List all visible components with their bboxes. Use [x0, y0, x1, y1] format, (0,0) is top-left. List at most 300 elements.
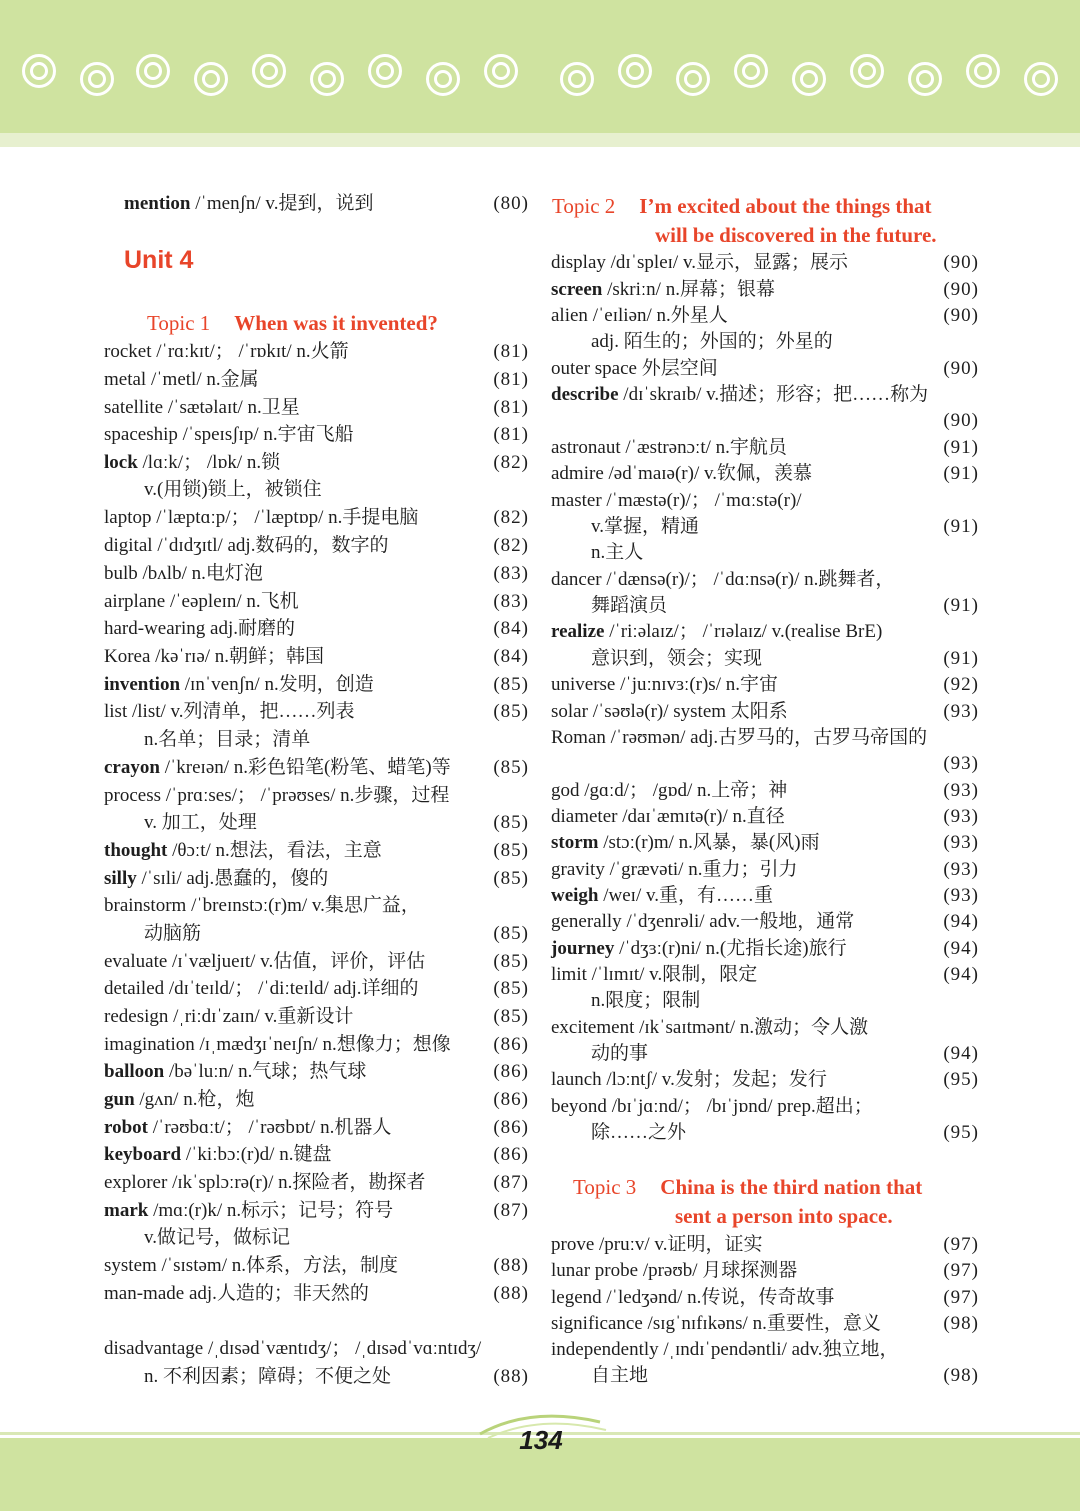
vocab-entry: [104, 975, 529, 1003]
vocab-entry: [104, 476, 529, 504]
topic-2-label: Topic 2: [552, 194, 616, 218]
vocab-page-ref: (95): [943, 1122, 979, 1143]
vocab-word: astronaut: [551, 437, 621, 458]
vocab-word: describe: [551, 384, 619, 405]
vocab-definition: 动脑筋: [144, 923, 202, 944]
vocab-entry: [551, 407, 979, 435]
vocab-entry: [551, 882, 979, 910]
vocab-definition: /lɔːntʃ/ v.发射；发起；发行: [601, 1069, 827, 1090]
vocab-page-ref: (91): [943, 648, 979, 669]
topic-2-heading-line2: will be discovered in the future.: [655, 223, 937, 247]
vocab-entry: [104, 1224, 529, 1252]
vocab-page-ref: (90): [943, 305, 979, 326]
vocab-page-ref: (93): [943, 701, 979, 722]
vocab-page-ref: (94): [943, 964, 979, 985]
vocab-page-ref: (87): [493, 1172, 529, 1193]
vocab-entry: [551, 671, 979, 699]
vocab-entry: [551, 1066, 979, 1094]
vocab-word: beyond: [551, 1096, 607, 1117]
vocab-page-ref: (93): [943, 806, 979, 827]
vocab-page-ref: (91): [943, 595, 979, 616]
vocab-entry: [104, 1141, 529, 1169]
vocab-entry: [104, 698, 529, 726]
vocab-entry: [551, 539, 979, 567]
vocab-page-ref: (85): [493, 812, 529, 833]
vocab-entry: [551, 1093, 979, 1121]
vocab-word: generally: [551, 911, 622, 932]
header-circle-ornament: [80, 62, 114, 96]
vocab-definition: n.名单；目录；清单: [144, 729, 311, 750]
vocab-page-ref: (91): [943, 437, 979, 458]
vocab-word: keyboard: [104, 1144, 182, 1165]
topic-1-title: [147, 309, 438, 338]
vocab-page-ref: (85): [493, 923, 529, 944]
vocab-word: significance: [551, 1313, 643, 1334]
header-circle-ornament: [22, 54, 56, 88]
vocab-definition: /ˈsætəlaɪt/ n.卫星: [163, 397, 300, 418]
vocab-page-ref: (86): [493, 1089, 529, 1110]
vocab-page-ref: (92): [943, 674, 979, 695]
vocab-entry: [551, 777, 979, 805]
vocab-page-ref: (97): [943, 1287, 979, 1308]
vocab-word: hard-wearing: [104, 618, 206, 639]
vocab-page-ref: (85): [493, 951, 529, 972]
vocab-entry: [551, 1257, 979, 1285]
vocab-word: launch: [551, 1069, 602, 1090]
header-circle-ornament: [908, 62, 942, 96]
vocab-definition: /θɔːt/ n.想法，看法，主意: [167, 840, 382, 861]
vocab-word: laptop: [104, 507, 152, 528]
vocab-definition: /ɪˈvæljueɪt/ v.估值，评价，评估: [167, 951, 426, 972]
vocab-page-ref: (90): [943, 279, 979, 300]
vocab-definition: /ˈsəʊlə(r)/ system 太阳系: [587, 701, 788, 722]
vocab-entry: [551, 513, 979, 541]
vocab-definition: /ˈdænsə(r)/； /ˈdɑːnsə(r)/ n.跳舞者，: [601, 569, 895, 590]
vocab-entry: [104, 532, 529, 560]
unit-title: Unit 4: [124, 246, 194, 274]
vocab-entry: [551, 908, 979, 936]
vocab-page-ref: (88): [493, 1366, 529, 1387]
vocab-word: detailed: [104, 978, 165, 999]
vocab-page-ref: (86): [493, 1144, 529, 1165]
vocab-entry: [551, 592, 979, 620]
vocab-page-ref: (85): [493, 978, 529, 999]
vocab-page-ref: (98): [943, 1313, 979, 1334]
vocab-word: admire: [551, 463, 604, 484]
vocab-entry: [551, 1231, 979, 1259]
vocab-page-ref: (84): [493, 618, 529, 639]
vocab-entry: [104, 865, 529, 893]
vocab-page-ref: (81): [493, 341, 529, 362]
vocab-entry: [551, 249, 979, 277]
vocab-word: metal: [104, 369, 147, 390]
vocab-page-ref: (93): [943, 885, 979, 906]
vocab-entry: [104, 920, 529, 948]
vocab-page-ref: (90): [943, 252, 979, 273]
header-circle-ornament: [252, 54, 286, 88]
vocab-entry: [104, 1252, 529, 1280]
vocab-definition: /ˈlæptɑːp/； /ˈlæptɒp/ n.手提电脑: [151, 507, 419, 528]
vocab-entry: [104, 782, 529, 810]
vocab-entry: [551, 856, 979, 884]
vocab-word: rocket: [104, 341, 152, 362]
vocab-definition: /ˈeəpleɪn/ n.飞机: [165, 591, 299, 612]
vocab-word: invention: [104, 674, 181, 695]
vocab-definition: /ˈmenʃn/ v.提到，说到: [190, 193, 374, 214]
header-circle-ornament: [618, 54, 652, 88]
vocab-word: limit: [551, 964, 587, 985]
vocab-definition: /ɪˌmædʒɪˈneɪʃn/ n.想像力；想像: [194, 1034, 451, 1055]
vocab-word: disadvantage: [104, 1338, 204, 1359]
vocab-page-ref: (82): [493, 452, 529, 473]
vocab-definition: 动的事: [591, 1043, 649, 1064]
vocab-page-ref: (81): [493, 369, 529, 390]
vocab-definition: /bəˈluːn/ n.气球；热气球: [164, 1061, 367, 1082]
vocab-definition: n.限度；限制: [591, 990, 701, 1011]
vocab-definition: /ˈkiːbɔː(r)d/ n.键盘: [181, 1144, 332, 1165]
topic-1-heading: When was it invented?: [234, 311, 438, 335]
vocab-word: independently: [551, 1339, 659, 1360]
vocab-definition: adj.人造的；非天然的: [184, 1283, 369, 1304]
vocab-definition: /ˈriːəlaɪz/； /ˈrɪəlaɪz/ v.(realise BrE): [604, 621, 883, 642]
vocab-word: display: [551, 252, 606, 273]
vocab-entry: [104, 504, 529, 532]
vocab-definition: /ɪkˈsaɪtmənt/ n.激动；令人激: [634, 1017, 869, 1038]
page-number: 134: [519, 1425, 563, 1455]
header-circle-ornament: [194, 62, 228, 96]
vocab-word: Korea: [104, 646, 151, 667]
vocab-entry: [551, 487, 979, 515]
vocab-page-ref: (85): [493, 1006, 529, 1027]
vocab-page-ref: (91): [943, 516, 979, 537]
vocab-word: silly: [104, 868, 137, 889]
header-circle-ornament: [966, 54, 1000, 88]
vocab-definition: /ˈmæstə(r)/； /ˈmɑːstə(r)/: [601, 490, 802, 511]
vocab-page-ref: (86): [493, 1117, 529, 1138]
vocab-definition: /lɑːk/； /lɒk/ n.锁: [137, 452, 281, 473]
vocab-entry: [551, 645, 979, 673]
vocab-entry: [551, 276, 979, 304]
vocab-entry: [551, 1014, 979, 1042]
vocab-entry: [551, 1336, 979, 1364]
vocab-definition: /ˈrəʊmən/ adj.古罗马的，古罗马帝国的: [605, 727, 928, 748]
header-circle-ornament: [734, 54, 768, 88]
vocab-page-ref: (87): [493, 1200, 529, 1221]
vocab-page-ref: (97): [943, 1234, 979, 1255]
vocab-word: excitement: [551, 1017, 635, 1038]
vocab-word: lock: [104, 452, 138, 473]
vocab-definition: 意识到，领会；实现: [591, 648, 763, 669]
vocab-entry: [551, 961, 979, 989]
vocab-entry: [551, 355, 979, 383]
vocab-entry: [104, 394, 529, 422]
vocab-entry: [104, 837, 529, 865]
vocab-word: gun: [104, 1089, 135, 1110]
vocab-entry: [104, 421, 529, 449]
vocab-word: system: [104, 1255, 157, 1276]
vocab-definition: /ˈrɑːkɪt/； /ˈrɒkɪt/ n.火箭: [151, 341, 349, 362]
vocab-word: bulb: [104, 563, 138, 584]
vocab-definition: /stɔː(r)m/ n.风暴，暴(风)雨: [598, 832, 820, 853]
vocab-page-ref: (95): [943, 1069, 979, 1090]
vocab-entry: [551, 566, 979, 594]
vocab-entry: [104, 449, 529, 477]
vocab-word: man-made: [104, 1283, 185, 1304]
vocab-entry: [551, 750, 979, 778]
vocab-word: universe: [551, 674, 616, 695]
vocab-definition: /ɪnˈvenʃn/ n.发明，创造: [180, 674, 374, 695]
header-circle-ornament: [310, 62, 344, 96]
vocab-entry: [104, 588, 529, 616]
vocab-page-ref: (81): [493, 424, 529, 445]
vocab-page-ref: (85): [493, 757, 529, 778]
topic-3-title: [573, 1173, 983, 1231]
vocab-definition: /ˈkreɪən/ n.彩色铅笔(粉笔、蜡笔)等: [159, 757, 451, 778]
vocab-definition: /ˈsɪli/ adj.愚蠢的，傻的: [136, 868, 329, 889]
vocab-definition: adj.耐磨的: [205, 618, 295, 639]
vocab-entry: [104, 754, 529, 782]
vocab-entry: [104, 671, 529, 699]
vocab-definition: /ˌdɪsədˈvæntɪdʒ/； /ˌdɪsədˈvɑːntɪdʒ/: [203, 1338, 482, 1359]
topic-3-label: Topic 3: [573, 1175, 637, 1199]
vocab-definition: v. 加工，处理: [144, 812, 257, 833]
vocab-definition: /sɪgˈnɪfɪkəns/ n.重要性，意义: [642, 1313, 881, 1334]
vocab-entry: [124, 190, 529, 218]
vocab-entry: [104, 366, 529, 394]
header-circle-ornament: [560, 62, 594, 96]
vocab-word: evaluate: [104, 951, 168, 972]
vocab-definition: 自主地: [591, 1365, 649, 1386]
vocab-definition: n. 不利因素；障碍；不便之处: [144, 1366, 392, 1387]
vocab-page-ref: (93): [943, 832, 979, 853]
vocab-word: spaceship: [104, 424, 178, 445]
vocab-page-ref: (88): [493, 1283, 529, 1304]
vocab-word: solar: [551, 701, 588, 722]
vocab-page-ref: (94): [943, 938, 979, 959]
vocab-entry: [104, 726, 529, 754]
vocab-word: screen: [551, 279, 603, 300]
header-circle-ornament: [484, 54, 518, 88]
vocab-definition: /daɪˈæmɪtə(r)/ n.直径: [617, 806, 785, 827]
vocab-page-ref: (85): [493, 868, 529, 889]
vocab-word: robot: [104, 1117, 148, 1138]
vocab-definition: /ˈprɑːses/； /ˈprəʊses/ n.步骤，过程: [160, 785, 450, 806]
topic-3-heading-line2: sent a person into space.: [675, 1204, 893, 1228]
vocab-page-ref: (93): [943, 859, 979, 880]
vocab-entry: [104, 1335, 529, 1363]
vocab-definition: /skriːn/ n.屏幕；银幕: [602, 279, 775, 300]
vocab-entry: [551, 1310, 979, 1338]
vocab-definition: /prəʊb/ 月球探测器: [638, 1260, 798, 1281]
vocab-entry: [104, 1058, 529, 1086]
header-circle-ornament: [676, 62, 710, 96]
vocab-word: god: [551, 780, 580, 801]
vocab-definition: /list/ v.列清单，把……列表: [127, 701, 355, 722]
vocab-definition: /bʌlb/ n.电灯泡: [137, 563, 263, 584]
vocab-page-ref: (93): [943, 753, 979, 774]
vocab-entry: [551, 829, 979, 857]
vocab-definition: /gʌn/ n.枪，炮: [134, 1089, 255, 1110]
vocab-page-ref: (81): [493, 397, 529, 418]
vocab-word: dancer: [551, 569, 602, 590]
vocab-definition: /dɪˈteɪld/； /ˈdiːteɪld/ adj.详细的: [164, 978, 419, 999]
vocab-entry: [104, 1363, 529, 1391]
vocab-definition: n.主人: [591, 542, 644, 563]
vocab-word: outer space: [551, 358, 637, 379]
vocab-definition: /ˌriːdɪˈzaɪn/ v.重新设计: [168, 1006, 354, 1027]
vocab-word: redesign: [104, 1006, 169, 1027]
vocab-page-ref: (86): [493, 1061, 529, 1082]
vocab-entry: [551, 803, 979, 831]
vocab-word: journey: [551, 938, 615, 959]
header-circle-ornament: [1024, 62, 1058, 96]
vocab-page-ref: (94): [943, 1043, 979, 1064]
vocab-entry: [551, 987, 979, 1015]
vocab-word: alien: [551, 305, 588, 326]
vocab-definition: adj. 陌生的；外国的；外星的: [591, 331, 833, 352]
vocab-word: mark: [104, 1200, 149, 1221]
vocab-word: process: [104, 785, 161, 806]
vocab-entry: [551, 698, 979, 726]
vocab-word: imagination: [104, 1034, 195, 1055]
vocab-word: list: [104, 701, 128, 722]
vocab-entry: [551, 328, 979, 356]
vocab-page-ref: (82): [493, 507, 529, 528]
vocab-word: gravity: [551, 859, 605, 880]
topic-2-heading-line1: I’m excited about the things that: [639, 194, 932, 218]
vocab-definition: /ˈspeɪsʃɪp/ n.宇宙飞船: [177, 424, 354, 445]
vocab-word: diameter: [551, 806, 618, 827]
vocab-word: weigh: [551, 885, 599, 906]
vocab-page-ref: (90): [943, 358, 979, 379]
vocab-word: mention: [124, 193, 191, 214]
vocab-definition: /ˈdɪdʒɪtl/ adj.数码的，数字的: [152, 535, 389, 556]
vocab-definition: /ˈdʒenrəli/ adv.一般地，通常: [621, 911, 855, 932]
vocab-page-ref: (86): [493, 1034, 529, 1055]
vocab-entry: [104, 1114, 529, 1142]
header-circle-ornament: [792, 62, 826, 96]
vocab-page-ref: (90): [943, 410, 979, 431]
vocab-definition: /pruːv/ v.证明，证实: [594, 1234, 763, 1255]
vocab-entry: [551, 935, 979, 963]
header-circle-ornament: [136, 54, 170, 88]
vocab-entry: [551, 1362, 979, 1390]
vocab-entry: [104, 643, 529, 671]
vocab-definition: 外层空间: [636, 358, 718, 379]
vocab-definition: /gɑːd/； /gɒd/ n.上帝；神: [579, 780, 788, 801]
vocab-entry: [104, 892, 529, 920]
vocab-definition: /ˈmetl/ n.金属: [146, 369, 259, 390]
vocab-entry: [551, 724, 979, 752]
vocab-page-ref: (97): [943, 1260, 979, 1281]
vocab-entry: [104, 1086, 529, 1114]
vocab-entry: [551, 1040, 979, 1068]
vocab-definition: /ˈgrævəti/ n.重力；引力: [604, 859, 798, 880]
vocab-word: storm: [551, 832, 599, 853]
vocab-page-ref: (93): [943, 780, 979, 801]
vocab-entry: [551, 618, 979, 646]
vocab-entry: [551, 381, 979, 409]
vocab-page-ref: (88): [493, 1255, 529, 1276]
vocab-word: satellite: [104, 397, 164, 418]
vocab-definition: v.(用锁)锁上，被锁住: [144, 479, 322, 500]
vocab-word: legend: [551, 1287, 602, 1308]
vocab-entry: [104, 1197, 529, 1225]
vocab-definition: /dɪˈskraɪb/ v.描述；形容；把……称为: [618, 384, 929, 405]
vocab-definition: /ˈjuːnɪvɜː(r)s/ n.宇宙: [615, 674, 778, 695]
vocab-page-ref: (94): [943, 911, 979, 932]
vocab-page-ref: (83): [493, 591, 529, 612]
vocab-definition: /weɪ/ v.重，有……重: [598, 885, 774, 906]
vocab-definition: /ˈrəʊbɑːt/； /ˈrəʊbɒt/ n.机器人: [147, 1117, 392, 1138]
vocab-entry: [104, 615, 529, 643]
vocab-word: brainstorm: [104, 895, 187, 916]
vocab-page-ref: (85): [493, 674, 529, 695]
vocab-entry: [551, 1284, 979, 1312]
vocab-page-ref: (85): [493, 701, 529, 722]
vocab-entry: [551, 302, 979, 330]
vocab-definition: /ˈledʒənd/ n.传说，传奇故事: [601, 1287, 835, 1308]
vocab-word: balloon: [104, 1061, 165, 1082]
header-circle-ornament: [850, 54, 884, 88]
vocab-definition: /ˈlɪmɪt/ v.限制，限定: [586, 964, 758, 985]
vocab-entry: [104, 560, 529, 588]
vocab-page-ref: (84): [493, 646, 529, 667]
vocab-definition: /ədˈmaɪə(r)/ v.钦佩，羡慕: [603, 463, 813, 484]
vocab-entry: [104, 809, 529, 837]
header-circle-ornament: [426, 62, 460, 96]
topic-1-label: Topic 1: [147, 311, 211, 335]
vocab-entry: [104, 338, 529, 366]
vocab-definition: 除……之外: [591, 1122, 687, 1143]
vocab-entry: [551, 1119, 979, 1147]
vocab-word: prove: [551, 1234, 595, 1255]
vocab-word: lunar probe: [551, 1260, 639, 1281]
vocab-definition: /dɪˈspleɪ/ v.显示，显露；展示: [605, 252, 848, 273]
vocab-entry: [551, 434, 979, 462]
vocab-definition: /ˈsɪstəm/ n.体系，方法，制度: [156, 1255, 398, 1276]
vocab-entry: [104, 1280, 529, 1308]
vocab-definition: v.做记号，做标记: [144, 1227, 291, 1248]
vocab-entry: [551, 460, 979, 488]
vocab-definition: /ɪkˈsplɔːrə(r)/ n.探险者，勘探者: [167, 1172, 426, 1193]
vocab-page-ref: (98): [943, 1365, 979, 1386]
vocab-definition: /bɪˈjɑːnd/； /bɪˈjɒnd/ prep.超出；: [606, 1096, 873, 1117]
vocab-word: master: [551, 490, 602, 511]
vocab-entry: [104, 1031, 529, 1059]
vocab-definition: /ˈæstrənɔːt/ n.宇航员: [620, 437, 787, 458]
vocab-page-ref: (82): [493, 535, 529, 556]
vocab-definition: 舞蹈演员: [591, 595, 668, 616]
vocab-definition: /ˈeɪliən/ n.外星人: [587, 305, 728, 326]
header-circle-ornament: [368, 54, 402, 88]
vocab-word: crayon: [104, 757, 160, 778]
vocab-definition: /kəˈrɪə/ n.朝鲜；韩国: [150, 646, 325, 667]
vocab-word: realize: [551, 621, 605, 642]
vocab-definition: /ˈdʒɜː(r)ni/ n.(尤指长途)旅行: [614, 938, 847, 959]
vocab-word: Roman: [551, 727, 606, 748]
vocab-page-ref: (80): [493, 193, 529, 214]
vocab-page-ref: (85): [493, 840, 529, 861]
vocab-entry: [104, 948, 529, 976]
topic-2-title: [552, 192, 972, 250]
vocab-definition: /ˌɪndɪˈpendəntli/ adv.独立地，: [658, 1339, 899, 1360]
vocab-word: explorer: [104, 1172, 168, 1193]
vocab-page-ref: (91): [943, 463, 979, 484]
vocab-definition: /mɑː(r)k/ n.标示；记号；符号: [148, 1200, 394, 1221]
header-band: [0, 0, 1080, 147]
vocab-word: digital: [104, 535, 153, 556]
